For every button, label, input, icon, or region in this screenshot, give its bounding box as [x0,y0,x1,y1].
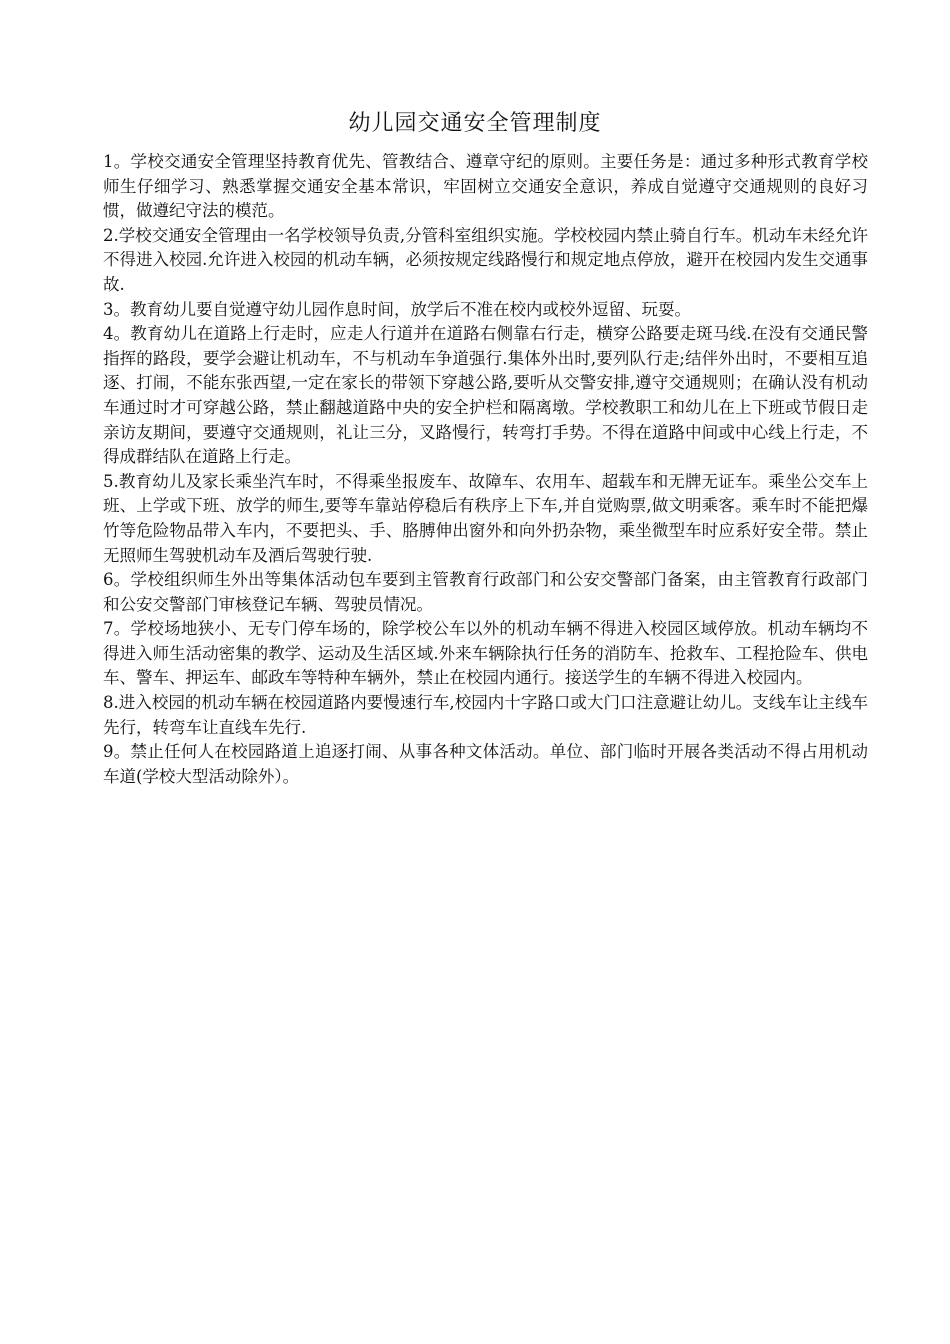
paragraph-3: 3。教育幼儿要自觉遵守幼儿园作息时间，放学后不准在校内或校外逗留、玩耍。 [103,299,691,319]
document-body [103,150,868,789]
paragraph-1: 1。学校交通安全管理坚持教育优先、管教结合、遵章守纪的原则。主要任务是：通过多种形式教育学校师生仔细学习、熟悉掌握交通安全基本常识，牢固树立交通安全意识，养成自觉遵守交通规则的良好习惯，做遵纪守法的模范。 [103,152,868,221]
paragraph-7: 7。学校场地狭小、无专门停车场的，除学校公车以外的机动车辆不得进入校园区域停放。机动车辆均不得进入师生活动密集的教学、运动及生活区域.外来车辆除执行任务的消防车、抢救车、工程抢险车、供电车、警车、押运车、邮政车等特种车辆外，禁止在校园内通行。接送学生的车辆不得进入校园内。 [103,619,868,688]
paragraph-8: 8.进入校园的机动车辆在校园道路内要慢速行车,校园内十字路口或大门口注意避让幼儿。支线车让主线车先行，转弯车让直线车先行. [103,693,868,737]
document-title: 幼儿园交通安全管理制度 [348,111,602,136]
paragraph-4: 4。教育幼儿在道路上行走时，应走人行道并在道路右侧靠右行走，横穿公路要走斑马线.在没有交通民警指挥的路段，要学会避让机动车，不与机动车争道强行.集体外出时,要列队行走;结伴外出时，不要相互追逐、打闹，不能东张西望,一定在家长的带领下穿越公路,要听从交警安排,遵守交通规则；在确认没有机动车通过时才可穿越公路，禁止翻越道路中央的安全护栏和隔离墩。学校教职工和幼儿在上下班或节假日走亲访友期间，要遵守交通规则，礼让三分，叉路慢行，转弯打手势。不得在道路中间或中心线上行走，不得成群结队在道路上行走。 [103,324,868,467]
paragraph-6: 6。学校组织师生外出等集体活动包车要到主管教育行政部门和公安交警部门备案，由主管教育行政部门和公安交警部门审核登记车辆、驾驶员情况。 [103,570,868,614]
paragraph-5: 5.教育幼儿及家长乘坐汽车时，不得乘坐报废车、故障车、农用车、超载车和无牌无证车。乘坐公交车上班、上学或下班、放学的师生,要等车靠站停稳后有秩序上下车,并自觉购票,做文明乘客。乘车时不能把爆竹等危险物品带入车内，不要把头、手、胳膊伸出窗外和向外扔杂物，乘坐微型车时应系好安全带。禁止无照师生驾驶机动车及酒后驾驶行驶. [103,471,868,565]
paragraph-2: 2.学校交通安全管理由一名学校领导负责,分管科室组织实施。学校校园内禁止骑自行车。机动车未经允许不得进入校园.允许进入校园的机动车辆，必须按规定线路慢行和规定地点停放，避开在校园内发生交通事故. [103,225,868,294]
paragraph-9: 9。禁止任何人在校园路道上追逐打闹、从事各种文体活动。单位、部门临时开展各类活动不得占用机动车道(学校大型活动除外）。 [103,742,868,786]
